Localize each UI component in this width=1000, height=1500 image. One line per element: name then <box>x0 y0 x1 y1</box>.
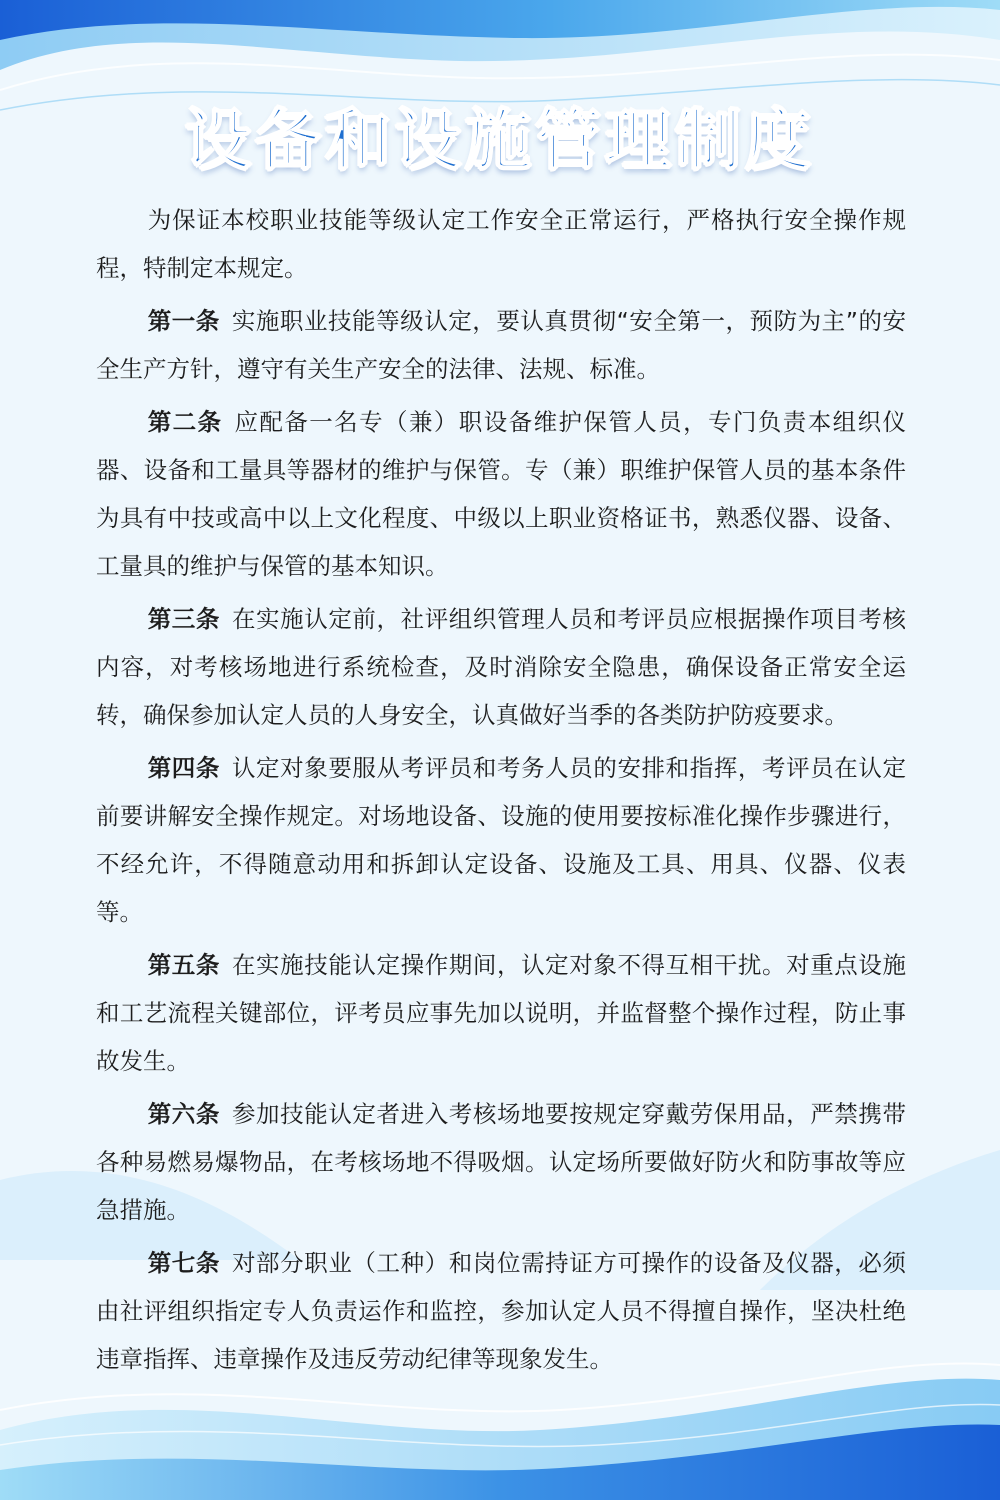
document-title: 设备和设施管理制度 <box>185 102 815 179</box>
article-text: 应配备一名专（兼）职设备维护保管人员，专门负责本组织仪器、设备和工量具等器材的维护与保管。专（兼）职维护保管人员的基本条件为具有中技或高中以上文化程度、中级以上职业资格证书，熟悉仪器、设备、工量具的维护与保管的基本知识。 <box>96 408 907 580</box>
article-text: 认定对象要服从考评员和考务人员的安排和指挥，考评员在认定前要讲解安全操作规定。对场地设备、设施的使用要按标准化操作步骤进行，不经允许，不得随意动用和拆卸认定设备、设施及工具、用具、仪器、仪表等。 <box>96 754 906 926</box>
article-text: 实施职业技能等级认定，要认真贯彻“安全第一，预防为主”的安全生产方针，遵守有关生产安全的法律、法规、标准。 <box>96 307 906 383</box>
article-label: 第三条 <box>147 605 220 633</box>
article-label: 第四条 <box>147 754 220 782</box>
article-label: 第六条 <box>147 1100 220 1128</box>
article-label: 第五条 <box>147 951 220 979</box>
article-5 <box>96 941 906 1085</box>
article-7 <box>96 1239 906 1383</box>
article-text: 对部分职业（工种）和岗位需持证方可操作的设备及仪器，必须由社评组织指定专人负责运作和监控，参加认定人员不得擅自操作，坚决杜绝违章指挥、违章操作及违反劳动纪律等现象发生。 <box>96 1249 906 1373</box>
article-text: 参加技能认定者进入考核场地要按规定穿戴劳保用品，严禁携带各种易燃易爆物品，在考核场地不得吸烟。认定场所要做好防火和防事故等应急措施。 <box>96 1100 906 1224</box>
document-body <box>96 196 906 1388</box>
article-6 <box>96 1090 906 1234</box>
article-3 <box>96 595 906 739</box>
article-label: 第七条 <box>147 1249 220 1277</box>
article-1 <box>96 297 906 393</box>
article-label: 第一条 <box>147 307 220 335</box>
article-text: 在实施认定前，社评组织管理人员和考评员应根据操作项目考核内容，对考核场地进行系统检查，及时消除安全隐患，确保设备正常安全运转，确保参加认定人员的人身安全，认真做好当季的各类防护防疫要求。 <box>96 605 906 729</box>
article-label: 第二条 <box>147 408 223 436</box>
article-2 <box>96 398 906 590</box>
article-text: 在实施技能认定操作期间，认定对象不得互相干扰。对重点设施和工艺流程关键部位，评考员应事先加以说明，并监督整个操作过程，防止事故发生。 <box>96 951 906 1075</box>
intro-paragraph: 为保证本校职业技能等级认定工作安全正常运行，严格执行安全操作规程，特制定本规定。 <box>96 206 906 282</box>
article-4 <box>96 744 906 936</box>
